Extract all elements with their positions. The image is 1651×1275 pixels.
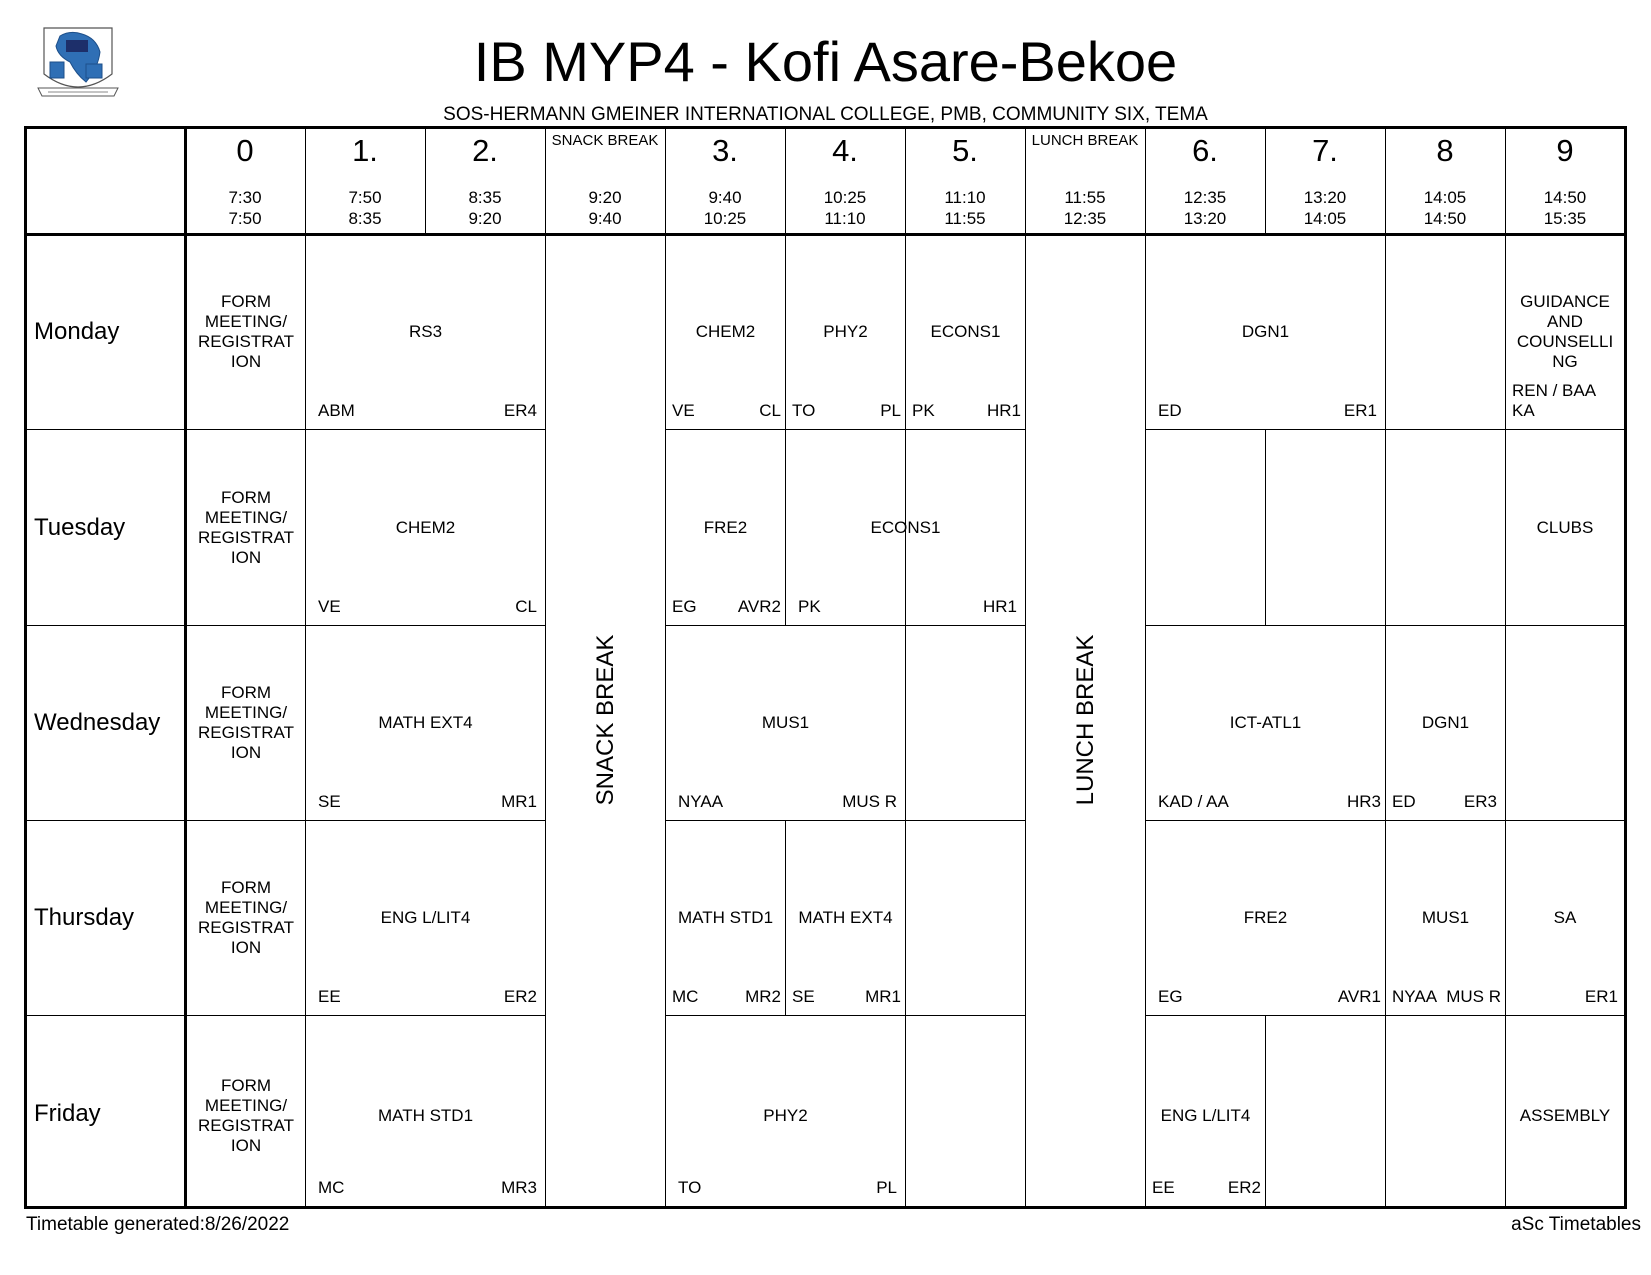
lesson-form-meeting-tuesday: FORM MEETING/ REGISTRAT ION [197,488,295,567]
lesson-thursday-mus1: MUS1 NYAA MUS R [1392,908,1501,1006]
header-period-8: 8 14:05 14:50 [1423,133,1467,228]
lesson-monday-phy2: PHY2 TO PL [792,322,901,420]
lesson-friday-assembly: ASSEMBLY [1519,1106,1611,1125]
header-period-2: 2. 8:35 9:20 [468,133,502,228]
lesson-friday-phy2: PHY2 TO PL [678,1106,897,1197]
header-period-6: 6. 12:35 13:20 [1183,133,1227,228]
lesson-tuesday-econs1: ECONS1 PK HR1 [798,518,1017,616]
header-period-3: 3. 9:40 10:25 [703,133,747,228]
header-period-1: 1. 7:50 8:35 [348,133,382,228]
school-address: SOS-HERMANN GMEINER INTERNATIONAL COLLEGE, PMB, COMMUNITY SIX, TEMA [443,104,1208,125]
lesson-thursday-sa: SA ER1 [1553,908,1618,1006]
generated-date: Timetable generated:8/26/2022 [26,1214,290,1235]
table-border-bottom [24,1206,1627,1209]
lesson-wednesday-mus1: MUS1 NYAA MUS R [678,713,897,811]
page-title: IB MYP4 - Kofi Asare-Bekoe [473,30,1178,93]
lesson-tuesday-chem2: CHEM2 VE CL [318,518,537,616]
lesson-thursday-eng-lit4: ENG L/LIT4 EE ER2 [318,908,537,1006]
snack-break-column: SNACK BREAK [592,634,619,806]
lesson-friday-eng-lit4: ENG L/LIT4 EE ER2 [1152,1106,1261,1197]
lesson-monday-guidance: GUIDANCE AND COUNSELLI NG REN / BAA KA [1512,292,1614,420]
header-period-4: 4. 10:25 11:10 [823,133,867,228]
lunch-break-column: LUNCH BREAK [1072,634,1099,806]
day-label-tuesday: Tuesday [34,514,126,541]
day-label-monday: Monday [34,318,120,345]
table-border-left [24,126,27,1209]
header-period-9: 9 14:50 15:35 [1543,133,1587,228]
lesson-thursday-math-std1: MATH STD1 MC MR2 [672,908,781,1006]
day-label-wednesday: Wednesday [34,709,161,736]
day-label-friday: Friday [34,1100,101,1127]
header-period-5: 5. 11:10 11:55 [944,133,986,228]
lesson-friday-math-std1: MATH STD1 MC MR3 [318,1106,537,1197]
lesson-form-meeting-wednesday: FORM MEETING/ REGISTRAT ION [197,683,295,762]
lesson-monday-dgn1: DGN1 ED ER1 [1158,322,1377,420]
header-period-0: 0 7:30 7:50 [228,133,262,228]
lesson-tuesday-fre2: FRE2 EG AVR2 [672,518,781,616]
lesson-wednesday-dgn1: DGN1 ED ER3 [1392,713,1497,811]
lesson-form-meeting-friday: FORM MEETING/ REGISTRAT ION [197,1076,295,1155]
lesson-thursday-fre2: FRE2 EG AVR1 [1158,908,1381,1006]
header-snack-break: SNACK BREAK 9:20 9:40 [551,132,659,228]
lesson-monday-econs1: ECONS1 PK HR1 [912,322,1021,420]
software-credit: aSc Timetables [1511,1214,1641,1235]
lesson-form-meeting-monday: FORM MEETING/ REGISTRAT ION [197,292,295,371]
day-label-thursday: Thursday [34,904,135,931]
table-border-right [1624,126,1627,1209]
lesson-wednesday-ict-atl1: ICT-ATL1 KAD / AA HR3 [1158,713,1381,811]
lesson-monday-rs3: RS3 ABM ER4 [318,322,537,420]
header-period-7: 7. 13:20 14:05 [1303,133,1347,228]
lesson-thursday-math-ext4: MATH EXT4 SE MR1 [792,908,901,1006]
header-lunch-break: LUNCH BREAK 11:55 12:35 [1031,132,1139,228]
lesson-form-meeting-thursday: FORM MEETING/ REGISTRAT ION [197,878,295,957]
lesson-tuesday-clubs: CLUBS [1536,518,1594,537]
lesson-wednesday-math-ext4: MATH EXT4 SE MR1 [318,713,537,811]
lesson-monday-chem2: CHEM2 VE CL [672,322,781,420]
